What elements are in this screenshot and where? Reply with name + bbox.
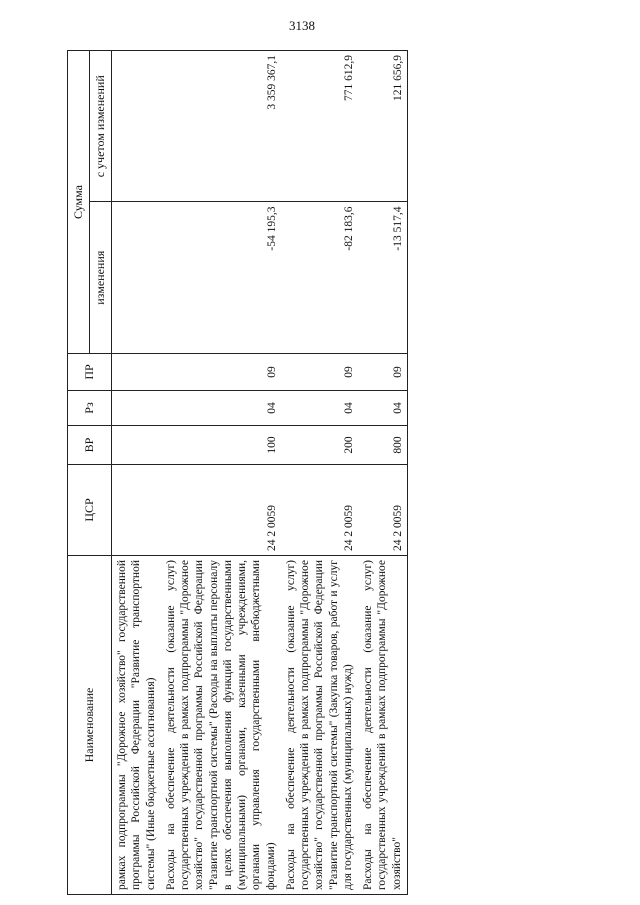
row-total: 771 612,9	[281, 51, 358, 203]
row-name: Расходы на обеспечение деятельности (оказание услуг) государственных учреждений в рамках подпрограммы "Дорожное хозяйство"	[358, 556, 407, 895]
row-change	[112, 202, 161, 354]
table-row	[161, 51, 281, 895]
row-vr	[112, 426, 161, 465]
row-change: -82 183,6	[281, 202, 358, 354]
header-pr: ПР	[68, 354, 112, 391]
row-csr: 24 2 0059	[161, 465, 281, 556]
row-total	[112, 51, 161, 203]
row-rz: 04	[281, 391, 358, 426]
row-name: Расходы на обеспечение деятельности (оказание услуг) государственных учреждений в рамках подпрограммы "Дорожное хозяйство" государственной программы Российской Федерации "Развитие транспортной системы" (Закупка товаров, работ и услуг для государственных (муниципальных) нужд)	[281, 556, 358, 895]
header-vr: ВР	[68, 426, 112, 465]
row-total: 121 656,9	[358, 51, 407, 203]
row-csr	[112, 465, 161, 556]
row-csr: 24 2 0059	[281, 465, 358, 556]
header-rz: Рз	[68, 391, 112, 426]
row-change: -54 195,3	[161, 202, 281, 354]
header-change: изменения	[90, 202, 112, 354]
row-pr: 09	[281, 354, 358, 391]
table-row	[112, 51, 161, 895]
header-with-changes: с учетом изменений	[90, 51, 112, 203]
budget-table	[67, 50, 408, 895]
row-pr: 09	[358, 354, 407, 391]
header-csr: ЦСР	[68, 465, 112, 556]
row-pr: 09	[161, 354, 281, 391]
row-name: Расходы на обеспечение деятельности (оказание услуг) государственных учреждений в рамках подпрограммы "Дорожное хозяйство" государственной программы Российской Федерации "Развитие транспортной системы" (Расходы на выплаты персоналу в целях обеспечения выполнения функций государственными (муниципальными) органами, казенными учреждениями, органами управления государственными внебюджетными фондами)	[161, 556, 281, 895]
row-total: 3 359 367,1	[161, 51, 281, 203]
header-sum: Сумма	[68, 51, 90, 354]
page-number: 3138	[289, 18, 315, 33]
table-row	[358, 51, 407, 895]
row-rz: 04	[358, 391, 407, 426]
table-body	[112, 51, 408, 895]
row-rz: 04	[161, 391, 281, 426]
row-pr	[112, 354, 161, 391]
table-header	[68, 51, 112, 895]
row-csr: 24 2 0059	[358, 465, 407, 556]
row-change: -13 517,4	[358, 202, 407, 354]
row-vr: 800	[358, 426, 407, 465]
row-rz	[112, 391, 161, 426]
row-name: рамках подпрограммы "Дорожное хозяйство" государственной программы Российской Федерации "Развитие транспортной системы" (Иные бюджетные ассигнования)	[112, 556, 161, 895]
header-name: Наименование	[68, 556, 112, 895]
row-vr: 200	[281, 426, 358, 465]
table-row	[281, 51, 358, 895]
row-vr: 100	[161, 426, 281, 465]
